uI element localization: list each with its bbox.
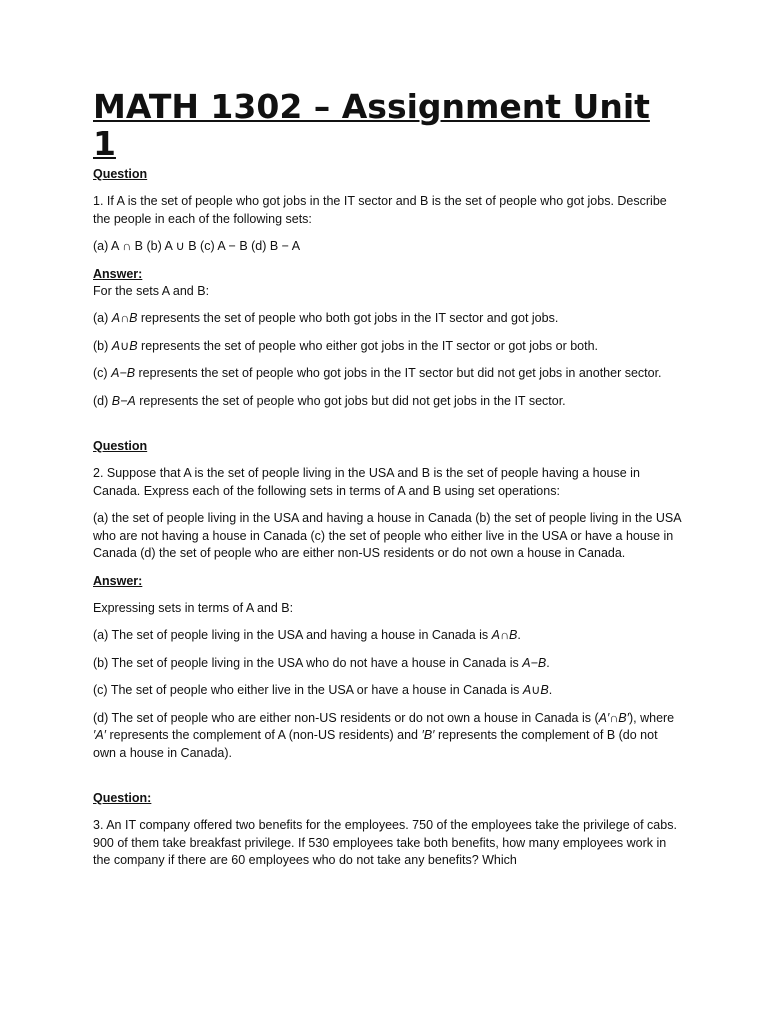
q1-a-expr: A∩B [111,311,138,325]
q1-answer-label: Answer: [93,266,143,281]
q1-text: 1. If A is the set of people who got jobs in the IT sector and B is the set of people who got jobs. Describe the people in each of the following sets: [93,194,667,226]
q2-d-text1: (d) The set of people who are either non-US residents or do not own a house in Canada is ( [93,710,599,725]
q1-answer-b [93,338,683,356]
q1-answer-intro: For the sets A and B: [93,283,210,298]
q2-answer-c [93,682,683,700]
q1-a-prefix: (a) [93,311,112,325]
q2-d-text3: represents the complement of A (non-US residents) and [106,728,422,742]
q3-text: 3. An IT company offered two benefits for the employees. 750 of the employees take the privilege of cabs. 900 of them take breakfast privilege. If 530 employees take both benefits, how many employees work in the company if there are 60 employees who do not take any benefits? Which [93,818,677,867]
q2-c-end: . [548,683,553,697]
q2-answer-b [93,655,683,673]
document-content [93,88,683,870]
q1-question-label: Question [93,167,148,181]
q1-answer-a [93,310,683,328]
q2-answer-a [93,627,683,645]
q2-a-expr: A∩B [491,628,518,642]
q2-b-text: (b) The set of people living in the USA who do not have a house in Canada is [93,655,523,670]
q2-c-text: (c) The set of people who either live in the USA or have a house in Canada is [93,683,523,697]
q1-d-expr: B−A [111,393,136,408]
q2-a-end: . [517,628,521,642]
q2-text: 2. Suppose that A is the set of people living in the USA and B is the set of people having a house in Canada. Express each of the following sets in terms of A and B using set operations: [93,466,640,498]
q1-b-text: represents the set of people who either got jobs in the IT sector or got jobs or both. [137,338,599,353]
q2-parts: (a) the set of people living in the USA and having a house in Canada (b) the set of people living in the USA who are not having a house in Canada (c) the set of people who either live in the USA or have a house in Canada (d) the set of people who are either non-US residents or do not own a house in Canada. [93,511,681,560]
q2-b-expr: A−B [522,655,547,670]
q1-answer-d [93,393,683,411]
q1-d-prefix: (d) [93,393,112,408]
document-title: MATH 1302 – Assignment Unit 1 [93,87,650,163]
q1-c-expr: A−B [111,366,136,380]
q2-d-complement-a: ′A′ [93,728,107,742]
q1-b-prefix: (b) [93,338,112,353]
q1-answer-c [93,365,683,383]
q2-b-end: . [546,655,550,670]
q2-d-complement-b: ′B′ [421,728,435,742]
q1-sets: (a) A ∩ B (b) A ∪ B (c) A − B (d) B − A [93,239,301,253]
q1-a-text: represents the set of people who both got jobs in the IT sector and got jobs. [137,311,559,325]
q1-d-text: represents the set of people who got jobs but did not get jobs in the IT sector. [135,393,566,408]
q2-answer-d [93,710,683,763]
q1-c-prefix: (c) [93,366,112,380]
q2-answer-label: Answer: [93,573,143,588]
q2-c-expr: A∪B [522,683,549,697]
q2-d-text2: ), where [628,710,675,725]
q1-b-expr: A∪B [111,338,138,353]
q1-c-text: represents the set of people who got jobs in the IT sector but did not get jobs in another sector. [135,366,662,380]
q2-d-expr: A′∩B′ [598,710,629,725]
q3-question-label: Question: [93,791,152,805]
q2-d-text4: represents the complement of B (do not own a house in Canada). [93,728,658,760]
q2-a-text: (a) The set of people living in the USA and having a house in Canada is [93,628,492,642]
q2-question-label: Question [93,439,148,453]
q2-answer-intro: Expressing sets in terms of A and B: [93,600,294,615]
